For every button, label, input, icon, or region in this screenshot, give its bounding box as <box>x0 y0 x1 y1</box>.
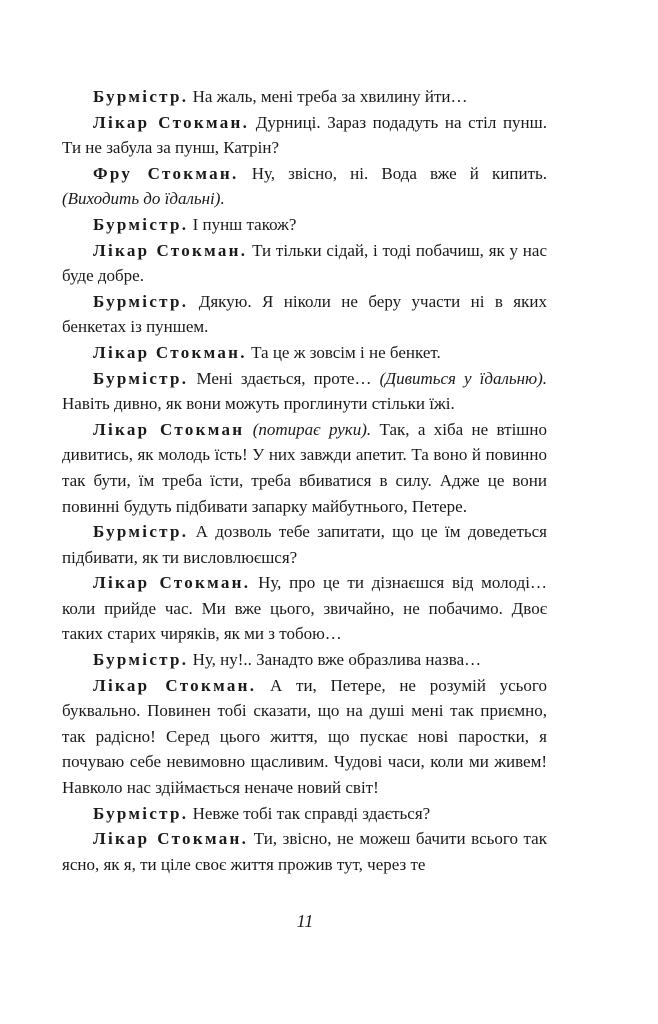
dialogue-text: Ти, звісно, не можеш бачити всього так ясно, як я, ти ціле своє життя прожив тут, через те <box>62 829 547 874</box>
dialogue-text: Та це ж зовсім і не бенкет. <box>246 342 441 362</box>
speaker-name: Фру Стокман. <box>93 163 239 183</box>
dialogue-paragraph <box>62 161 547 212</box>
dialogue-paragraph <box>62 289 547 340</box>
dialogue-text: Мені здається, проте… <box>188 368 380 388</box>
dialogue-text: Ну, про це ти дізнаєшся від молоді… коли прийде час. Ми вже цього, звичайно, не побачимо. Двоє таких старих чиряків, як ми з тобою… <box>62 573 547 644</box>
speaker-name: Бурмістр. <box>93 368 189 388</box>
dialogue-text: На жаль, мені треба за хвилину йти… <box>188 87 468 106</box>
dialogue-text: І пунш також? <box>188 214 297 234</box>
speaker-name: Бурмістр. <box>93 87 189 106</box>
dialogue-paragraph <box>62 417 547 519</box>
stage-direction: (Виходить до їдальні). <box>62 189 225 209</box>
speaker-name: Бурмістр. <box>93 803 189 823</box>
dialogue-text: Невже тобі так справді здається? <box>188 803 431 823</box>
dialogue-text: А ти, Петере, не розумій усього буквально. Повинен тобі сказати, що на душі мені так приємно, так радісно! Серед цього життя, що пускає нові паростки, я почуваю себе невимовно щасливим. Чудові часи, коли ми живем! Навколо нас здіймається неначе новий світ! <box>62 675 547 798</box>
dialogue-text: Ну, ну!.. Занадто вже образлива назва… <box>188 650 482 670</box>
speaker-name: Бурмістр. <box>93 214 189 234</box>
speaker-name: Лікар Стокман <box>93 419 245 439</box>
speaker-name: Лікар Стокман. <box>93 112 250 132</box>
dialogue-text: Дурниці. Зараз подадуть на стіл пунш. Ти не забула за пунш, Катрін? <box>62 112 547 158</box>
dialogue-paragraph <box>62 84 547 110</box>
dialogue-paragraph <box>62 826 547 877</box>
dialogue-paragraph <box>62 519 547 570</box>
dialogue-paragraph <box>62 673 547 801</box>
dialogue-text: Ти тільки сідай, і тоді побачиш, як у нас буде добре. <box>62 240 547 286</box>
stage-direction: (потирає руки). <box>252 419 372 439</box>
dialogue-paragraph <box>62 340 547 366</box>
speaker-name: Лікар Стокман. <box>93 240 248 260</box>
dialogue-text: А дозволь тебе запитати, що це їм доведеться підбивати, як ти висловлюєшся? <box>62 522 547 567</box>
dialogue-text: Так, а хіба не втішно дивитись, як молодь їсть! У них завжди апетит. Та воно й повинно так бути, їм треба їсти, треба вбиватися в силу. Адже це вони повинні будуть підбивати запарку майбутнього, Петере. <box>62 419 547 516</box>
dialogue-paragraph <box>62 647 547 673</box>
speaker-name: Лікар Стокман. <box>93 573 251 593</box>
stage-direction: (Дивиться у їдальню). <box>379 368 547 388</box>
dialogue-paragraph <box>62 366 547 417</box>
dialogue-paragraph <box>62 570 547 647</box>
speaker-name: Бурмістр. <box>93 650 189 670</box>
dialogue-paragraph <box>62 238 547 289</box>
speaker-name: Бурмістр. <box>93 522 189 542</box>
dialogue-text: Дякую. Я ніколи не беру участи ні в яких бенкетах із пуншем. <box>62 291 547 337</box>
dialogue-paragraph <box>62 212 547 238</box>
page-number: 11 <box>296 911 314 931</box>
speaker-name: Лікар Стокман. <box>93 342 247 362</box>
speaker-name: Лікар Стокман. <box>93 829 249 849</box>
dialogue-text: Навіть дивно, як вони можуть проглинути стільки їжі. <box>62 394 455 414</box>
dialogue-text <box>244 420 252 439</box>
speaker-name: Бурмістр. <box>93 291 189 311</box>
dialogue-paragraph <box>62 110 547 161</box>
speaker-name: Лікар Стокман. <box>93 675 257 695</box>
play-text <box>62 84 547 877</box>
dialogue-paragraph <box>62 801 547 827</box>
dialogue-text: Ну, звісно, ні. Вода вже й кипить. <box>238 163 548 183</box>
